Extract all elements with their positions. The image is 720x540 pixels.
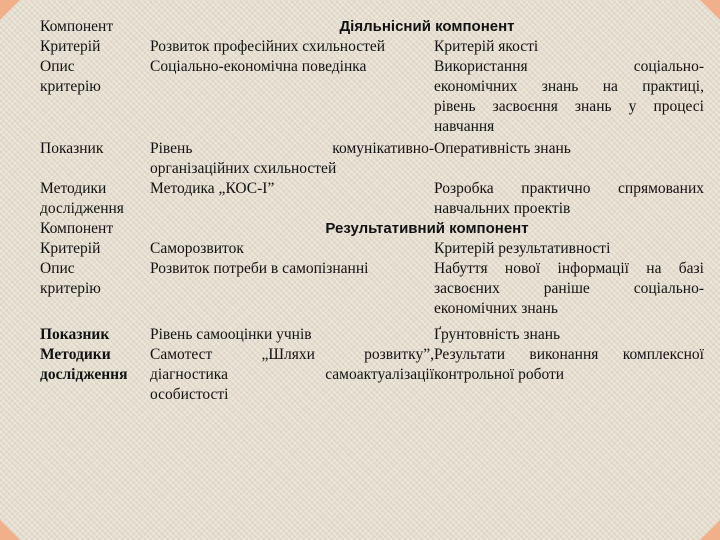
description-value: Соціально-економічна поведінка — [150, 58, 367, 75]
activity-methods-row — [40, 179, 704, 219]
result-indicator-row — [40, 325, 704, 345]
indicator-value: Рівень комунікативно- організаційних схильностей — [150, 140, 434, 177]
criterion-quality: Критерій якості — [434, 38, 539, 55]
indicator-label: Показник — [40, 140, 104, 157]
activity-description-row — [40, 57, 704, 137]
corner-decoration-bottom-right — [700, 520, 720, 540]
indicator-value: Рівень самооцінки учнів — [150, 326, 312, 343]
result-methods-row — [40, 345, 704, 405]
corner-decoration-top-left — [0, 0, 20, 20]
indicator-label: Показник — [40, 326, 110, 343]
result-description-row — [40, 259, 704, 319]
description-label: Опис критерію — [40, 260, 101, 297]
criterion-label: Критерій — [40, 240, 101, 257]
criterion-result: Критерій результативності — [434, 240, 611, 257]
methods-label: Методики дослідження — [40, 180, 124, 217]
criterion-value: Саморозвиток — [150, 240, 244, 257]
methods-label: Методики дослідження — [40, 346, 128, 383]
criterion-label: Критерій — [40, 38, 101, 55]
result-criterion-row — [40, 239, 704, 259]
methods-detail: Результати виконання комплексної контрольної роботи — [434, 346, 704, 383]
indicator-detail: Ґрунтовність знань — [434, 326, 561, 343]
activity-indicator-row — [40, 139, 704, 179]
methods-value: Методика „КОС-І” — [150, 180, 275, 197]
description-detail: Використання соціально- економічних знань на практиці, рівень засвоєння знань у процесі навчання — [434, 58, 704, 135]
component-label: Компонент — [40, 18, 114, 35]
criterion-value: Розвиток професійних схильностей — [150, 38, 386, 55]
component-label: Компонент — [40, 220, 114, 237]
methods-value: Самотест „Шляхи розвитку”, діагностика самоактуалізації особистості — [150, 346, 434, 403]
result-component-row — [40, 219, 704, 239]
description-detail: Набуття нової інформації на базі засвоєних раніше соціально- економічних знань — [434, 260, 704, 317]
corner-decoration-bottom-left — [0, 520, 20, 540]
activity-criterion-row — [40, 37, 704, 57]
activity-component-row — [40, 17, 704, 37]
indicator-detail: Оперативність знань — [434, 140, 571, 157]
description-value: Розвиток потреби в самопізнанні — [150, 260, 369, 277]
methods-detail: Розробка практично спрямованих навчальних проектів — [434, 180, 704, 217]
description-label: Опис критерію — [40, 58, 101, 95]
result-component-title: Результативний компонент — [325, 220, 529, 237]
criteria-table — [40, 17, 704, 405]
activity-component-title: Діяльнісний компонент — [339, 18, 515, 35]
